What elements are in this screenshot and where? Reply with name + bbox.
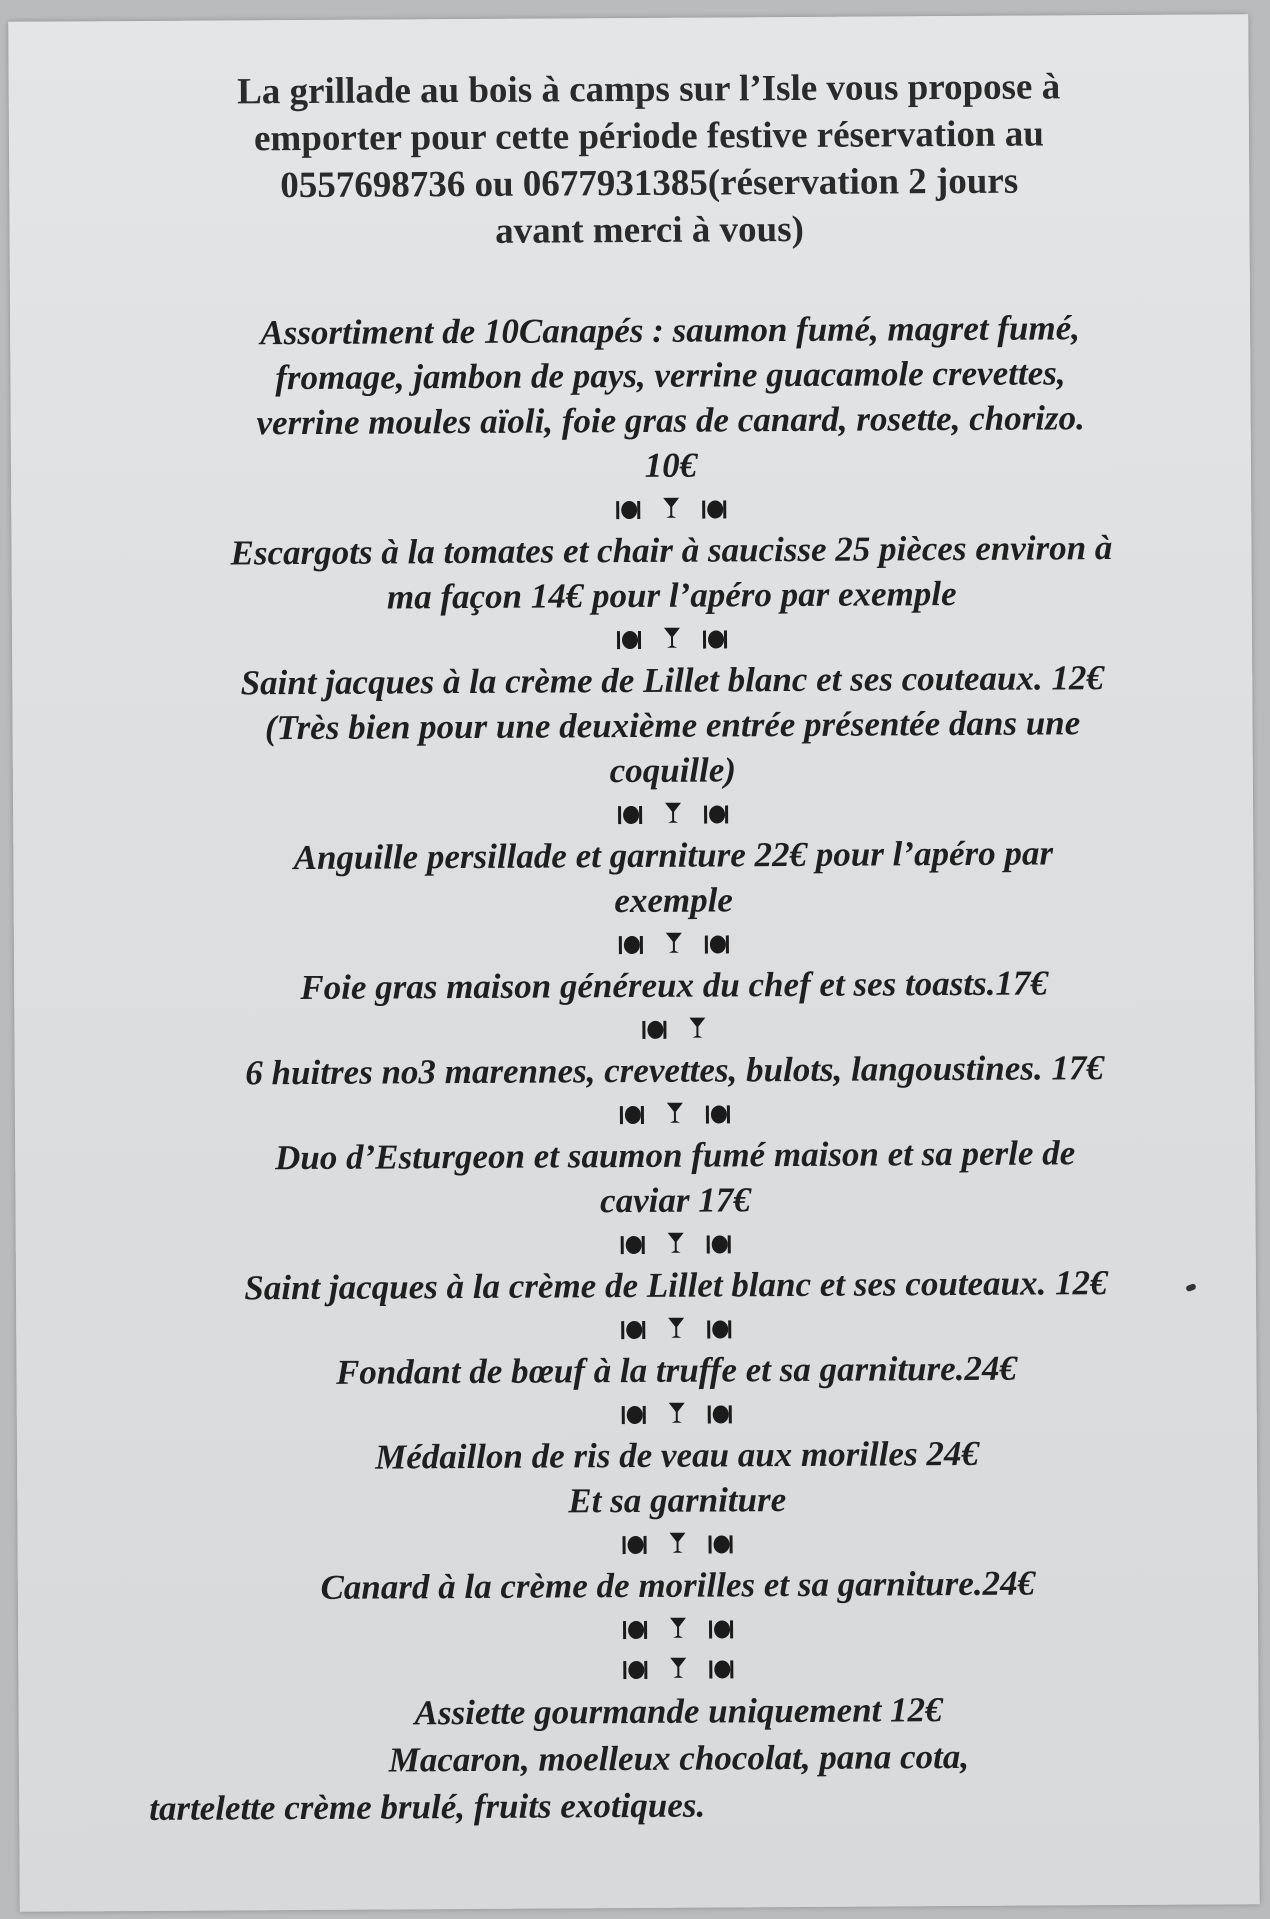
menu-item-line: (Très bien pour une deuxième entrée présentée dans une	[264, 703, 1081, 748]
plate-icon	[705, 1101, 731, 1123]
plate-icon	[708, 1616, 734, 1638]
plate-icon	[701, 496, 727, 518]
plate-icon	[703, 801, 729, 823]
menu-item	[120, 304, 1221, 491]
menu-item-line: Canard à la crème de morilles et sa garniture.24€	[320, 1563, 1036, 1607]
cocktail-glass-icon	[665, 1101, 685, 1125]
menu-item-line: Foie gras maison généreux du chef et ses toasts.17€	[300, 963, 1049, 1008]
menu-item-line: Duo d’Esturgeon et saumon fumé maison et sa perle de	[274, 1133, 1076, 1178]
menu-item-line: Assortiment de 10Canapés : saumon fumé, magret fumé,	[260, 308, 1081, 353]
dessert-title: Assiette gourmande uniquement 12€	[414, 1690, 943, 1733]
separator-row	[127, 1389, 1227, 1436]
menu-item-line: Escargots à la tomates et chair à saucisse 25 pièces environ à	[230, 528, 1113, 573]
menu-item	[122, 654, 1223, 796]
menu-item	[121, 524, 1222, 621]
menu-item-line: caviar 17€	[599, 1180, 751, 1221]
menu-item-line: ma façon 14€ pour l’apéro par exemple	[386, 574, 957, 617]
plate-icon	[620, 1232, 646, 1254]
cocktail-glass-icon	[666, 1231, 686, 1255]
cocktail-glass-icon	[668, 1656, 688, 1680]
dessert-line: tartelette crème brulé, fruits exotiques.	[149, 1785, 706, 1828]
separator-row	[125, 1089, 1225, 1136]
header-line: 0557698736 ou 0677931385(réservation 2 jours	[280, 160, 1019, 207]
separator-row	[126, 1219, 1226, 1266]
plate-icon	[707, 1531, 733, 1553]
menu-item-line: 10€	[644, 445, 698, 485]
menu-list	[120, 304, 1229, 1832]
menu-item	[127, 1429, 1228, 1526]
menu-item	[126, 1344, 1226, 1396]
menu-item-line: exemple	[614, 880, 734, 921]
dessert-line: Macaron, moelleux chocolat, pana cota,	[388, 1736, 970, 1780]
menu-item-line: Saint jacques à la crème de Lillet blanc et ses couteaux. 12€	[244, 1263, 1108, 1308]
menu-item-line: Saint jacques à la crème de Lillet blanc et ses couteaux. 12€	[240, 658, 1105, 703]
menu-item-line: coquille)	[609, 750, 737, 791]
plate-icon	[621, 1402, 647, 1424]
header-line: avant merci à vous)	[495, 208, 804, 252]
cocktail-glass-icon	[667, 1531, 687, 1555]
menu-item	[128, 1559, 1228, 1611]
separator-row	[123, 789, 1223, 836]
menu-item-line: fromage, jambon de pays, verrine guacamole crevettes,	[275, 353, 1066, 398]
separator-row	[122, 614, 1222, 661]
plate-icon	[706, 1231, 732, 1253]
separator-row	[126, 1304, 1226, 1351]
plate-icon	[708, 1656, 734, 1678]
plate-icon	[622, 1657, 648, 1679]
plate-icon	[618, 932, 644, 954]
cocktail-glass-icon	[668, 1616, 688, 1640]
separator-row	[128, 1604, 1228, 1651]
plate-icon	[702, 626, 728, 648]
header-line: emporter pour cette période festive réservation au	[253, 113, 1044, 160]
menu-item-line: Médaillon de ris de veau aux morilles 24€	[375, 1433, 979, 1477]
separator-row	[124, 1004, 1224, 1051]
plate-icon	[620, 1317, 646, 1339]
separator-row	[127, 1519, 1227, 1566]
menu-item-line: Anguille persillade et garniture 22€ pour l’apéro par	[293, 833, 1054, 878]
plate-icon	[641, 1017, 667, 1039]
cocktail-glass-icon	[664, 931, 684, 955]
separator-row	[124, 919, 1224, 966]
plate-icon	[615, 497, 641, 519]
menu-item-line: Fondant de bœuf à la truffe et sa garniture.24€	[335, 1348, 1018, 1392]
menu-item	[126, 1259, 1226, 1311]
cocktail-glass-icon	[687, 1016, 707, 1040]
cocktail-glass-icon	[663, 801, 683, 825]
cocktail-glass-icon	[667, 1401, 687, 1425]
separator-row	[128, 1644, 1228, 1691]
cocktail-glass-icon	[662, 626, 682, 650]
plate-icon	[622, 1617, 648, 1639]
separator-row	[121, 484, 1221, 531]
menu-item-line: 6 huitres no3 marennes, crevettes, bulots, langoustines. 17€	[245, 1048, 1105, 1093]
header-line: La grillade au bois à camps sur l’Isle vous propose à	[237, 66, 1061, 113]
menu-item	[125, 1129, 1226, 1226]
plate-icon	[621, 1532, 647, 1554]
header-notice	[149, 63, 1150, 257]
menu-item	[125, 1044, 1225, 1096]
menu-item-line: verrine moules aïoli, foie gras de canard, rosette, chorizo.	[256, 398, 1085, 443]
plate-icon	[616, 627, 642, 649]
plate-icon	[707, 1401, 733, 1423]
plate-icon	[706, 1316, 732, 1338]
plate-icon	[704, 931, 730, 953]
plate-icon	[619, 1102, 645, 1124]
menu-item	[124, 959, 1224, 1011]
cocktail-glass-icon	[661, 496, 681, 520]
cocktail-glass-icon	[666, 1316, 686, 1340]
dessert-item	[128, 1684, 1229, 1832]
menu-sheet	[8, 14, 1260, 1912]
menu-item	[123, 829, 1224, 926]
plate-icon	[617, 802, 643, 824]
menu-item-line: Et sa garniture	[568, 1480, 787, 1521]
